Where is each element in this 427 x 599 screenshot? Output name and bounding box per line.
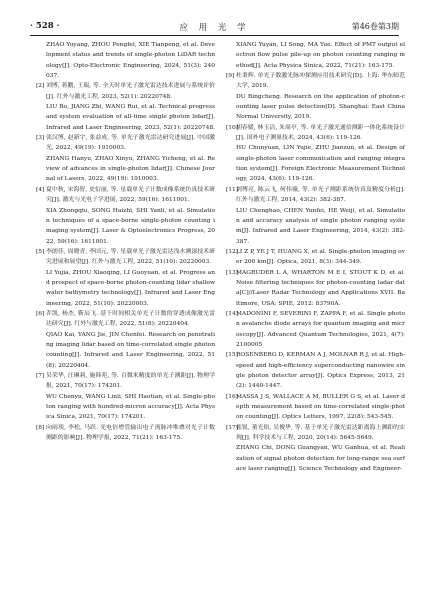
reference-text: DU Bingcheng. Research on the application of photon-counting laser pulse detection[D]. Shanghai: East China Normal University, 2019.	[236, 93, 405, 121]
page-number: · 528 ·	[30, 21, 60, 31]
reference-number: [12]	[226, 248, 239, 255]
reference-number: [10]	[226, 124, 239, 131]
reference-entry	[36, 330, 215, 371]
reference-number: [6]	[36, 310, 45, 317]
reference-number: [8]	[36, 424, 45, 431]
reference-entry	[226, 443, 405, 474]
reference-text: 刘博, 蒋鹏, 王瑞, 等. 全天时单光子激光雷达技术进展与系统评价[J]. 红外与激光工程, 2023, 52(1): 20220748.	[46, 83, 215, 100]
reference-text: 杜秉辉. 单光子数激光脉冲探测应用技术研究[D]. 上海: 华东师范大学, 2019.	[236, 73, 405, 90]
page-header	[30, 21, 399, 39]
reference-text: 刘博亮, 陈云飞, 何伟薇, 等. 单光子测距系统仿真及精度分析[J]. 红外与激光工程, 2014, 43(2): 382-387.	[236, 186, 405, 204]
reference-text: XIA Zhongqiu, SONG Haizhi, SHI Yanli, et al. Simulation techniques of a space-borne single-photon counting imaging system[J]. Laser & Optoelectronics Progress, 2022, 59(16): 1611001.	[46, 207, 215, 245]
reference-entry	[36, 309, 215, 330]
reference-entry	[226, 206, 405, 247]
reference-text: XIANG Yuyan, LI Song, MA Yue. Effect of PMT output electron flow pulse pile-up on photon counting ranging method[J]. Acta Physica Sinica, 2022, 71(21): 163-175.	[236, 42, 405, 69]
reference-entry	[226, 185, 405, 206]
reference-entry	[226, 143, 405, 184]
reference-entry	[36, 206, 215, 247]
reference-entry	[36, 102, 215, 133]
reference-text: 向雨琰, 李松, 马跃. 光电倍增管输出电子流脉冲堆叠对光子计数测距的影响[J]. 物理学报, 2022, 71(21): 163-175.	[46, 424, 215, 442]
reference-text: 张汉博, 赵新宇, 张益成, 等. 单光子激光雷达研究进展[J]. 中国激光, 2022, 49(19): 1910003.	[46, 135, 215, 152]
reference-text: 胡春媛, 林玉洁, 朱周亭, 等. 单光子激光通信测距一体化系统设计[J]. 国外电子测量技术, 2024, 43(6): 119-126.	[236, 124, 405, 142]
journal-title: 应 用 光 学	[179, 23, 250, 33]
reference-entry	[36, 268, 215, 309]
reference-text: MASSA J S, WALLACE A M, BULLER G S, et al. Laser depth measurement based on time-correlated single-photon counting[J]. Optics Letters, 1997, 22(8): 543-545.	[236, 393, 405, 421]
reference-text: LI Yujia, ZHOU Xiaoqing, LI Guoyuan, et al. Progress and prospect of space-borne photon-counting lidar shallow water bathymetry technology[J]. Infrared and Laser Engineering, 2022, 51(10): 20220003.	[46, 269, 215, 307]
reference-entry	[226, 71, 405, 92]
reference-text: MADONINI F, SEVERINI F, ZAPPA F, et al. Single photon avalanche diode arrays for quantum imaging and microscopy[J]. Advanced Quantum Technologies, 2021, 4(7): 2100005	[236, 310, 405, 348]
reference-number: [9]	[226, 73, 235, 80]
reference-text: MAGRUDER L A, WHARTON M E I, STOUT K D, et al. Noise filtering techniques for photon-counting ladar data[C]//Laser Radar Technology and Applications XVII. Baltimore, USA: SPIE, 2012: 83790A.	[236, 269, 405, 307]
reference-text: ROSENBERG D, KERMAN A J, MOLNAR R J, et al. High-speed and high-efficiency superconducting nanowire single photon detector array[J]. Optics Express, 2013, 21(2): 1440-1447.	[236, 352, 405, 390]
reference-text: LIU Chenghao, CHEN Yunfei, HE Weiji, et al. Simulation and accuracy analysis of single photon ranging system[J]. Infrared and Laser Engineering, 2014, 43(2): 382-387.	[236, 207, 405, 245]
reference-number: [5]	[36, 248, 45, 255]
reference-number: [16]	[226, 393, 239, 400]
reference-entry	[226, 350, 405, 391]
header-rule	[30, 35, 399, 36]
volume-issue: 第46卷第3期	[351, 22, 399, 31]
reference-entry	[226, 423, 405, 444]
reference-number: [11]	[226, 186, 239, 193]
references-left-column	[36, 40, 215, 443]
reference-number: [13]	[226, 269, 239, 276]
reference-text: ZHAO Yuyang, ZHOU Pengfei, XIE Tianpeng, et al. Development status and trends of single-photon LiDAR technology[J]. Opto-Electronic Engineering, 2024, 51(3): 240037.	[46, 42, 215, 80]
reference-text: LI Z P, YE J T, HUANG X, et al. Single-photon imaging over 200 km[J]. Optica, 2021, 8(3): 344-349.	[236, 248, 405, 266]
reference-number: [3]	[36, 135, 45, 142]
reference-text: LIU Bo, JIANG Zhi, WANG Rui, et al. Technical progress and system evaluation of all-time single photon lidar[J]. Infrared and Laser Engineering, 2023, 52(1): 20220748.	[46, 104, 215, 131]
reference-entry	[226, 247, 405, 268]
reference-entry	[36, 247, 215, 268]
reference-number: [2]	[36, 83, 45, 90]
reference-entry	[36, 154, 215, 185]
reference-entry	[36, 185, 215, 206]
reference-text: 张锐, 董光焰, 吴俊华, 等. 基于单光子激光雷达距离海上测距的实现[J]. 科学技术与工程, 2020, 20(14): 5645-5649.	[236, 424, 405, 442]
reference-entry	[36, 392, 215, 423]
reference-entry	[226, 92, 405, 123]
reference-number: [7]	[36, 373, 45, 379]
reference-entry	[226, 123, 405, 144]
reference-entry	[36, 81, 215, 102]
reference-entry	[226, 40, 405, 71]
reference-text: ZHANG Hanyu, ZHAO Xinyu, ZHANG Yicheng, et al. Review of advances in single-photon lidar[J]. Chinese Journal of Lasers, 2022, 49(19): 1910003.	[46, 155, 215, 183]
reference-number: [14]	[226, 310, 239, 317]
reference-entry	[36, 371, 215, 392]
reference-text: QIAO Kai, YANG Jie, JIN Chenfei. Research on penetrating imaging lidar based on time-correlated single photon counting[J]. Infrared and Laser Engineering, 2022, 51(8): 20220404.	[46, 331, 215, 369]
reference-entry	[36, 133, 215, 154]
reference-number: [15]	[226, 352, 239, 359]
reference-entry	[36, 423, 215, 444]
references-right-column	[226, 40, 405, 474]
reference-number: [17]	[226, 424, 239, 431]
reference-text: HU Chunyuan, LIN Yujie, ZHU Jianzun, et al. Design of single-photon laser communication and ranging integration system[J]. Foreign Electronic Measurement Technology, 2024, 43(6): 119-126.	[236, 145, 405, 183]
reference-text: 夏中秋, 宋海智, 史衍丽, 等. 星载单光子计数成像系统仿真技术研究[J]. 激光与光电子学进展, 2022, 59(16): 1611001.	[46, 186, 215, 204]
reference-entry	[226, 309, 405, 350]
reference-text: 李朗佳, 周晓青, 李国元, 等. 星载单光子激光雷达浅水测深技术研究进展和展望[J]. 红外与激光工程, 2022, 51(10): 20220003.	[46, 248, 215, 266]
reference-text: ZHANG Chi, DONG Guangyan, WU Ganhua, et al. Realization of signal photon detection for long-range sea surface laser ranging[J]. Science Technology and Engineer-	[236, 445, 405, 473]
reference-text: WU Chenyu, WANG Linli, SHI Haotian, et al. Single-photon ranging with hundred-micron accuracy[J]. Acta Physica Sinica, 2021, 70(17): 174201.	[46, 393, 215, 421]
reference-text: 吴荣华, 汪琳莉, 施韩苑, 等. 百微米精度的单光子测距[J]. 物理学报, 2021, 70(17): 174201.	[46, 373, 215, 390]
reference-number: [4]	[36, 186, 45, 193]
reference-entry	[36, 40, 215, 81]
reference-entry	[226, 392, 405, 423]
reference-text: 乔凯, 杨杰, 靳辰飞. 基于时间相关单光子计数的穿透成像激光雷达研究[J]. 红外与激光工程, 2022, 51(8): 20220404.	[46, 310, 215, 328]
reference-entry	[226, 268, 405, 309]
